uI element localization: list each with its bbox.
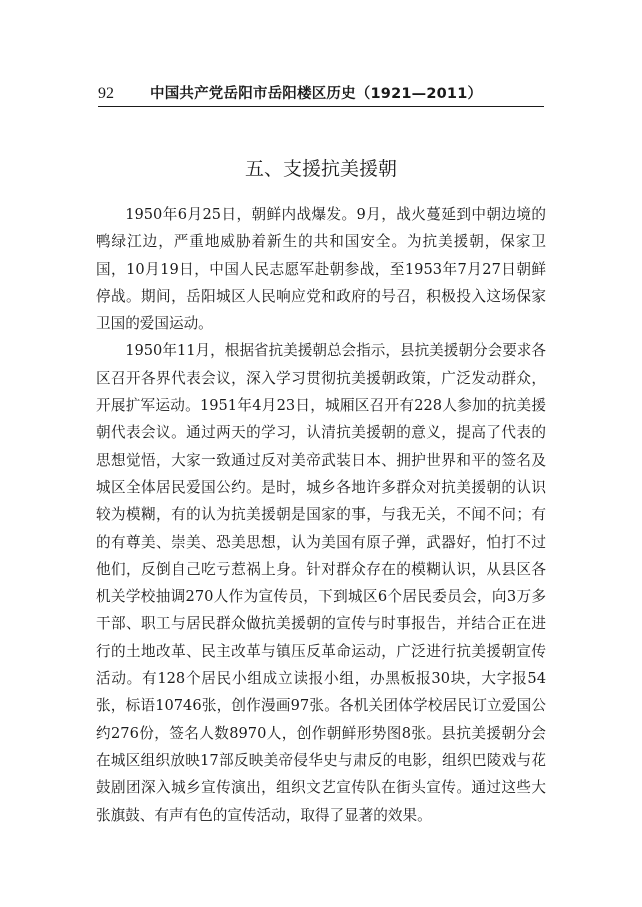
page-number: 92	[98, 85, 114, 102]
paragraph: 1950年11月，根据省抗美援朝总会指示，县抗美援朝分会要求各区召开各界代表会议，深入学习贯彻抗美援朝政策，广泛发动群众，开展扩军运动。1951年4月23日，城厢区召开有228人参加的抗美援朝代表会议。通过两天的学习，认清抗美援朝的意义，提高了代表的思想觉悟，大家一致通过反对美帝武装日本、拥护世界和平的签名及城区全体居民爱国公约。是时，城乡各地许多群众对抗美援朝的认识较为模糊，有的认为抗美援朝是国家的事，与我无关，不闻不问；有的有尊美、崇美、恐美思想，认为美国有原子弹，武器好，怕打不过他们，反倒自己吃亏惹祸上身。针对群众存在的模糊认识，从县区各机关学校抽调270人作为宣传员，下到城区6个居民委员会，向3万多干部、职工与居民群众做抗美援朝的宣传与时事报告，并结合正在进行的土地改革、民主改革与镇压反革命运动，广泛进行抗美援朝宣传活动。有128个居民小组成立读报小组，办黑板报30块，大字报54张，标语10746张，创作漫画97张。各机关团体学校居民订立爱国公约276份，签名人数8970人，创作朝鲜形势图8张。县抗美援朝分会在城区组织放映17部反映美帝侵华史与肃反的电影，组织巴陵戏与花鼓剧团深入城乡宣传演出，组织文艺宣传队在街头宣传。通过这些大张旗鼓、有声有色的宣传活动，取得了显著的效果。	[96, 342, 546, 824]
body-text	[96, 201, 546, 829]
paragraph: 1950年6月25日，朝鲜内战爆发。9月，战火蔓延到中朝边境的鸭绿江边，严重地威胁着新生的共和国安全。为抗美援朝，保家卫国，10月19日，中国人民志愿军赴朝参战，至1953年7月27日朝鲜停战。期间，岳阳城区人民响应党和政府的号召，积极投入这场保家卫国的爱国运动。	[96, 206, 546, 333]
section-title: 五、支援抗美援朝	[244, 158, 397, 180]
running-header	[98, 84, 544, 107]
running-title: 中国共产党岳阳市岳阳楼区历史（1921—2011）	[150, 86, 483, 102]
